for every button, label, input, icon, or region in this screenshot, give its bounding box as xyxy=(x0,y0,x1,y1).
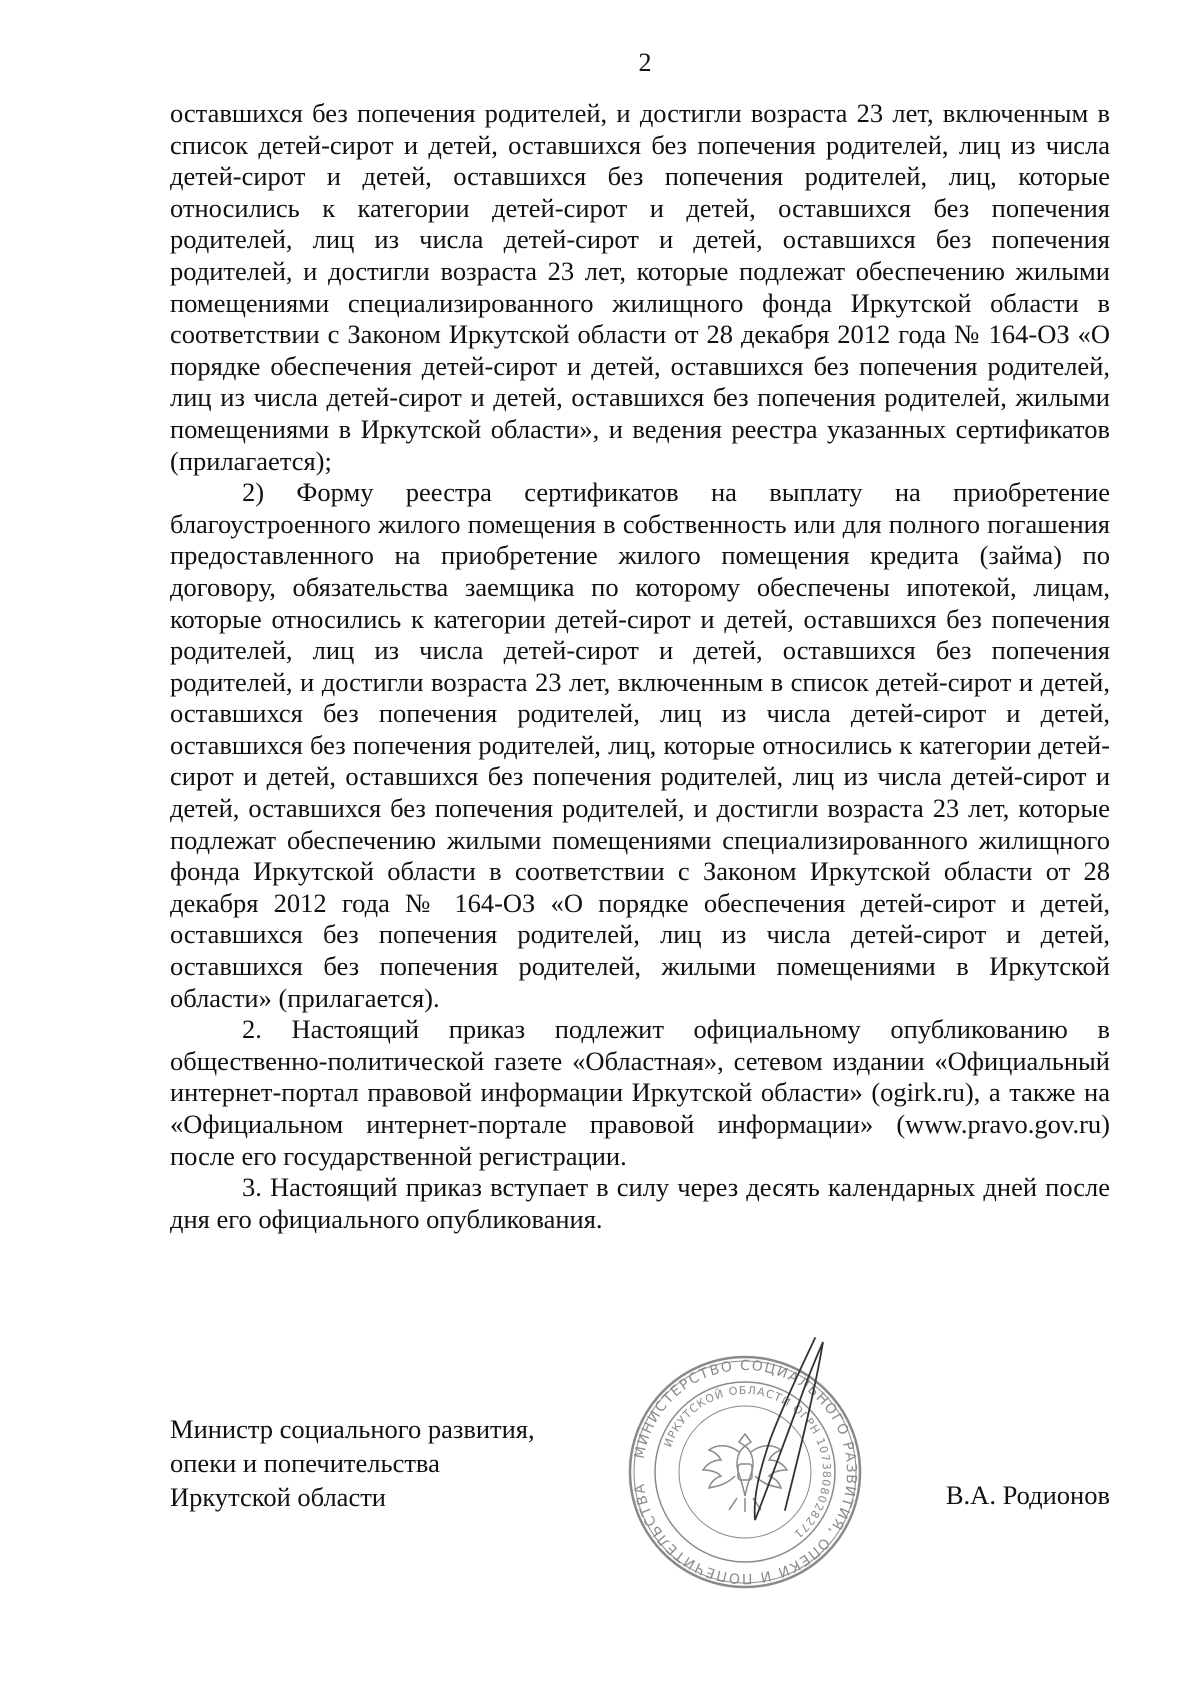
paragraph-entry-into-force: 3. Настоящий приказ вступает в силу через десять календарных дней после дня его официального опубликования. xyxy=(170,1172,1110,1234)
page-number: 2 xyxy=(638,48,652,77)
signatory-position xyxy=(170,1412,550,1514)
seal-outer-text: МИНИСТЕРСТВО СОЦИАЛЬНОГО РАЗВИТИЯ, ОПЕКИ И ПОПЕЧИТЕЛЬСТВА xyxy=(631,1357,860,1587)
paragraph-publication: 2. Настоящий приказ подлежит официальному опубликованию в общественно-политической газете «Областная», сетевом издании «Официальный интернет-портал правовой информации Иркутской области» (ogirk.ru), а также на «Официальном интернет-портале правовой информации» (www.pravo.gov.ru) после его государственной регистрации. xyxy=(170,1014,1110,1171)
handwritten-signature xyxy=(745,1330,845,1530)
position-line-3: Иркутской области xyxy=(170,1482,386,1512)
signer-name: В.А. Родионов xyxy=(945,1480,1110,1510)
paragraph-continuation: оставшихся без попечения родителей, и достигли возраста 23 лет, включенным в список детей-сирот и детей, оставшихся без попечения родителей, лиц из числа детей-сирот и детей, оставшихся без попечения родителей, лиц, которые относились к категории детей-сирот и детей, оставшихся без попечения родителей, лиц из числа детей-сирот и детей, оставшихся без попечения родителей, и достигли возраста 23 лет, которые подлежат обеспечению жилыми помещениями специализированного жилищного фонда Иркутской области в соответствии с Законом Иркутской области от 28 декабря 2012 года № 164-ОЗ «О порядке обеспечения детей-сирот и детей, оставшихся без попечения родителей, лиц из числа детей-сирот и детей, оставшихся без попечения родителей, жилыми помещениями в Иркутской области», и ведения реестра указанных сертификатов (прилагается); xyxy=(170,98,1110,476)
paragraph-registry-form: 2) Форму реестра сертификатов на выплату на приобретение благоустроенного жилого помещения в собственность или для полного погашения предоставленного на приобретение жилого помещения кредита (займа) по договору, обязательства заемщика по которому обеспечены ипотекой, лицам, которые относились к категории детей-сирот и детей, оставшихся без попечения родителей, лиц из числа детей-сирот и детей, оставшихся без попечения родителей, и достигли возраста 23 лет, включенным в список детей-сирот и детей, оставшихся без попечения родителей, лиц из числа детей-сирот и детей, оставшихся без попечения родителей, лиц, которые относились к категории детей-сирот и детей, оставшихся без попечения родителей, лиц из числа детей-сирот и детей, оставшихся без попечения родителей, и достигли возраста 23 лет, которые подлежат обеспечению жилыми помещениями специализированного жилищного фонда Иркутской области в соответствии с Законом Иркутской области от 28 декабря 2012 года № 164-ОЗ «О порядке обеспечения детей-сирот и детей, оставшихся без попечения родителей, лиц из числа детей-сирот и детей, оставшихся без попечения родителей, жилыми помещениями в Иркутской области» (прилагается). xyxy=(170,477,1110,1013)
position-line-2 xyxy=(170,1446,550,1480)
position-word: опеки xyxy=(170,1448,237,1478)
seal-inner-text: ИРКУТСКОЙ ОБЛАСТИ ОГРН 1073808028271 xyxy=(661,1383,834,1542)
position-line-1: Министр социального развития, xyxy=(170,1414,535,1444)
position-word: и xyxy=(242,1448,258,1478)
document-body xyxy=(170,98,1110,1235)
position-word: попечительства xyxy=(263,1448,440,1478)
